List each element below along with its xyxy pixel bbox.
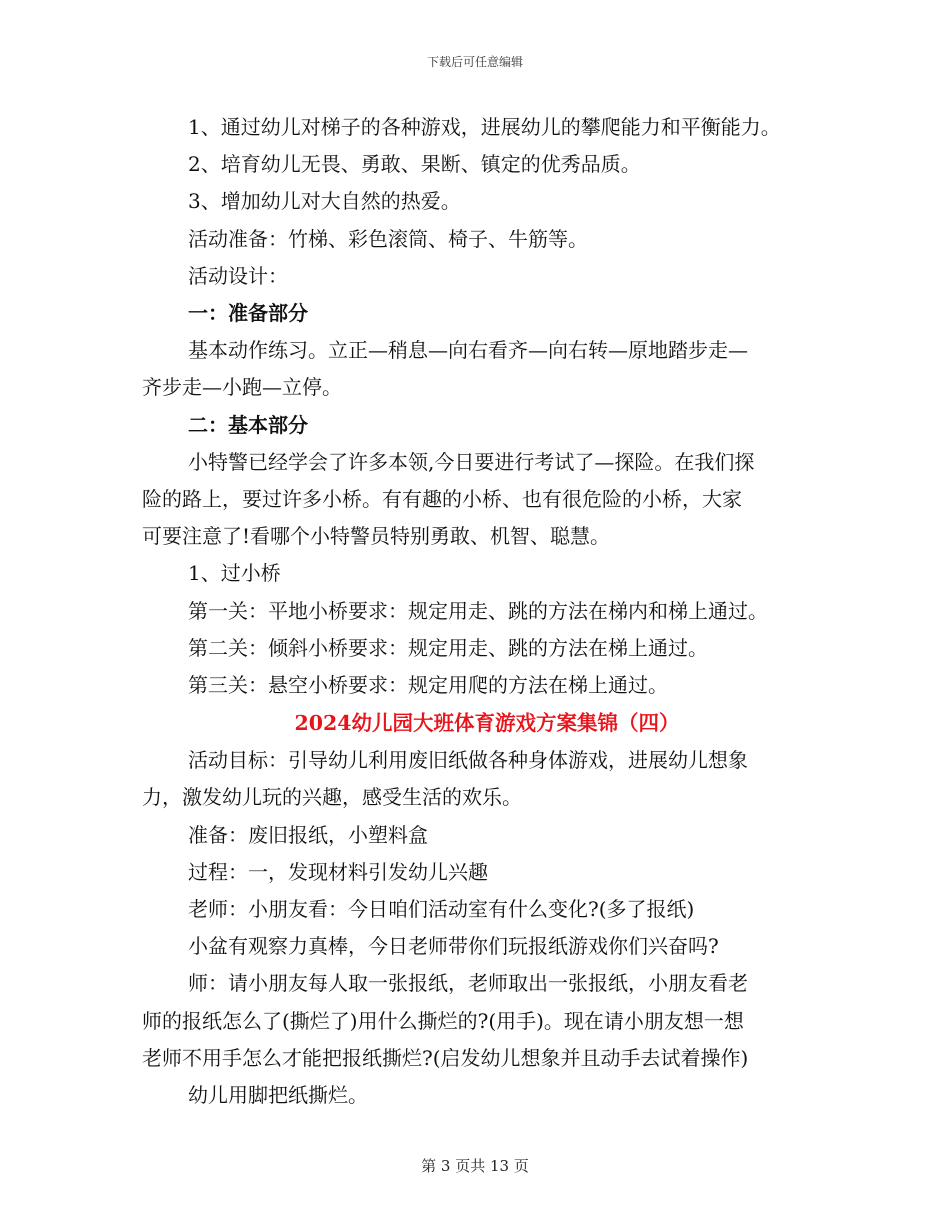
paragraph-line: 老师：小朋友看：今日咱们活动室有什么变化?(多了报纸) <box>188 897 695 922</box>
paragraph-line: 2、培育幼儿无畏、勇敢、果断、镇定的优秀品质。 <box>188 152 641 177</box>
page-footer: 第 3 页共 13 页 <box>421 1157 529 1175</box>
paragraph-line: 活动设计： <box>188 263 288 288</box>
paragraph-line: 活动准备：竹梯、彩色滚筒、椅子、牛筋等。 <box>188 226 588 251</box>
paragraph-line: 师：请小朋友每人取一张报纸，老师取出一张报纸，小朋友看老 <box>188 971 748 996</box>
paragraph-line: 力，激发幼儿玩的兴趣，感受生活的欢乐。 <box>142 785 522 810</box>
paragraph-line: 幼儿用脚把纸撕烂。 <box>188 1083 368 1108</box>
paragraph-line: 1、过小桥 <box>188 561 281 586</box>
paragraph-line: 老师不用手怎么才能把报纸撕烂?(启发幼儿想象并且动手去试着操作) <box>142 1045 749 1070</box>
paragraph-line: 小盆有观察力真棒，今日老师带你们玩报纸游戏你们兴奋吗? <box>188 934 719 959</box>
paragraph-line: 准备：废旧报纸，小塑料盒 <box>188 822 428 847</box>
paragraph-line: 过程：一，发现材料引发幼儿兴趣 <box>188 859 488 884</box>
paragraph-line: 险的路上，要过许多小桥。有有趣的小桥、也有很危险的小桥，大家 <box>142 487 742 512</box>
paragraph-line: 第二关：倾斜小桥要求：规定用走、跳的方法在梯上通过。 <box>188 635 708 660</box>
paragraph-line: 基本动作练习。立正—稍息—向右看齐—向右转—原地踏步走— <box>188 338 748 363</box>
paragraph-line: 第一关：平地小桥要求：规定用走、跳的方法在梯内和梯上通过。 <box>188 598 768 623</box>
paragraph-line: 3、增加幼儿对大自然的热爱。 <box>188 189 461 214</box>
paragraph-line: 齐步走—小跑—立停。 <box>142 375 342 400</box>
paragraph-line: 小特警已经学会了许多本领,今日要进行考试了—探险。在我们探 <box>188 449 755 474</box>
section-heading: 一：准备部分 <box>188 301 308 326</box>
page-header: 下载后可任意编辑 <box>426 55 523 69</box>
section-heading: 二：基本部分 <box>188 412 308 437</box>
article-title: 2024幼儿园大班体育游戏方案集锦（四） <box>294 711 680 736</box>
paragraph-line: 1、通过幼儿对梯子的各种游戏，进展幼儿的攀爬能力和平衡能力。 <box>188 115 781 139</box>
paragraph-line: 师的报纸怎么了(撕烂了)用什么撕烂的?(用手)。现在请小朋友想一想 <box>142 1008 744 1033</box>
paragraph-line: 第三关：悬空小桥要求：规定用爬的方法在梯上通过。 <box>188 673 668 698</box>
paragraph-line: 可要注意了!看哪个小特警员特别勇敢、机智、聪慧。 <box>142 524 611 549</box>
paragraph-line: 活动目标：引导幼儿利用废旧纸做各种身体游戏，进展幼儿想象 <box>188 748 748 773</box>
document-body <box>142 109 832 1114</box>
